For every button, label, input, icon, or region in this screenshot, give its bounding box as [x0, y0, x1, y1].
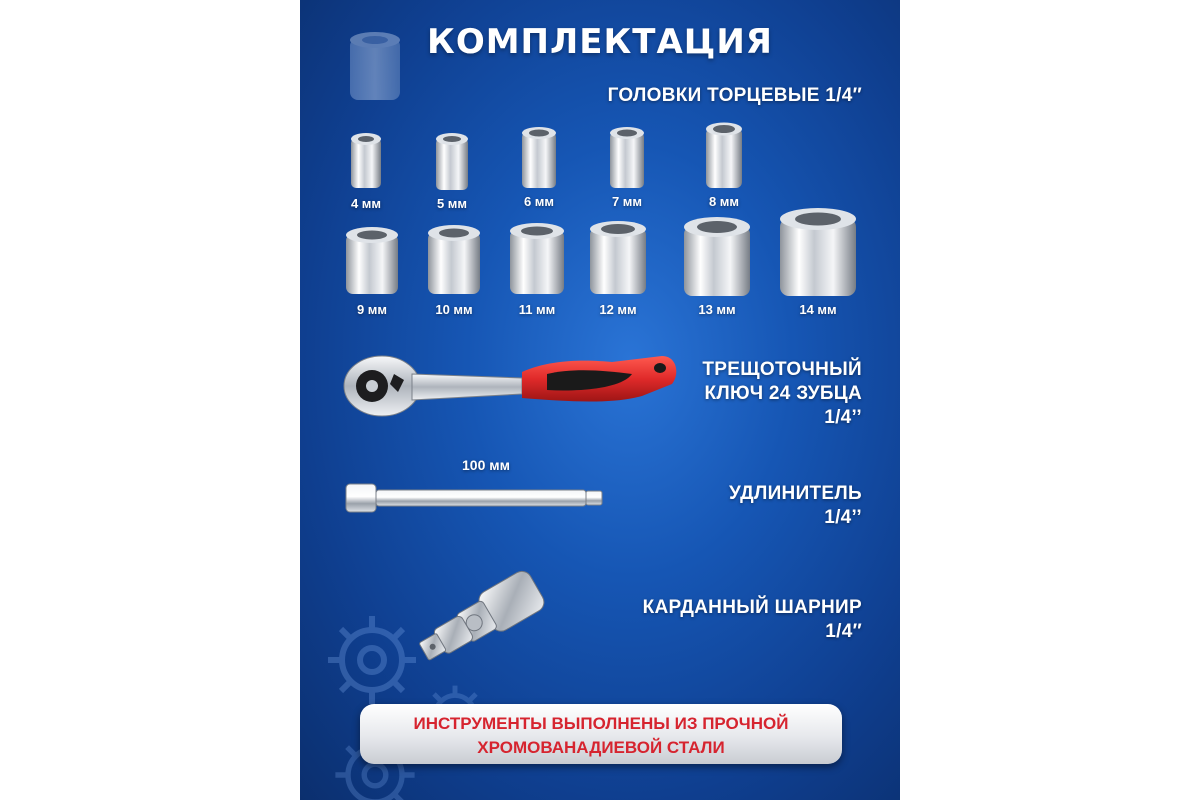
socket-size-label: 13 мм [698, 302, 736, 317]
socket-5mm-icon [434, 130, 470, 192]
material-line2: ХРОМОВАНАДИЕВОЙ СТАЛИ [477, 738, 725, 757]
extension-line2: 1/4’’ [824, 507, 862, 528]
ratchet-wrench-icon [342, 344, 682, 428]
material-banner [360, 704, 842, 764]
gear-decoration-icon [322, 610, 422, 710]
material-banner-text [360, 712, 842, 760]
socket-13mm-icon [682, 214, 752, 298]
socket-size-label: 8 мм [708, 194, 740, 209]
extension-label [729, 482, 862, 530]
socket-size-label: 6 мм [523, 194, 555, 209]
joint-line1: КАРДАННЫЙ ШАРНИР [642, 597, 862, 618]
page-title: КОМПЛЕКТАЦИЯ [427, 22, 773, 62]
socket-12mm-icon [588, 218, 648, 296]
socket-7mm-icon [608, 124, 646, 190]
socket-4mm-icon [349, 130, 383, 190]
socket-size-label: 4 мм [350, 196, 382, 211]
ratchet-line2: КЛЮЧ 24 ЗУБЦА [704, 383, 862, 404]
socket-size-label: 10 мм [435, 302, 473, 317]
socket-9mm-icon [344, 224, 400, 296]
universal-joint-icon [408, 556, 558, 684]
extension-line1: УДЛИНИТЕЛЬ [728, 483, 862, 504]
socket-14mm-icon [778, 206, 858, 298]
socket-8mm-icon [704, 120, 744, 190]
joint-label [643, 596, 862, 644]
ratchet-line1: ТРЕЩОТОЧНЫЙ [702, 359, 862, 380]
material-line1: ИНСТРУМЕНТЫ ВЫПОЛНЕНЫ ИЗ ПРОЧНОЙ [413, 714, 789, 733]
sockets-heading: ГОЛОВКИ ТОРЦЕВЫЕ 1/4″ [607, 85, 862, 106]
socket-6mm-icon [520, 124, 558, 190]
extension-bar-icon [344, 480, 606, 516]
socket-11mm-icon [508, 220, 566, 296]
socket-size-label: 9 мм [356, 302, 388, 317]
ratchet-line3: 1/4’’ [824, 407, 862, 428]
socket-size-label: 5 мм [436, 196, 468, 211]
socket-size-label: 11 мм [518, 302, 556, 317]
socket-size-label: 7 мм [611, 194, 643, 209]
joint-line2: 1/4″ [825, 621, 862, 642]
ratchet-label [702, 358, 862, 430]
socket-10mm-icon [426, 222, 482, 296]
socket-size-label: 14 мм [799, 302, 837, 317]
extension-length-label: 100 мм [462, 457, 510, 473]
product-card [300, 0, 900, 800]
socket-size-label: 12 мм [599, 302, 637, 317]
